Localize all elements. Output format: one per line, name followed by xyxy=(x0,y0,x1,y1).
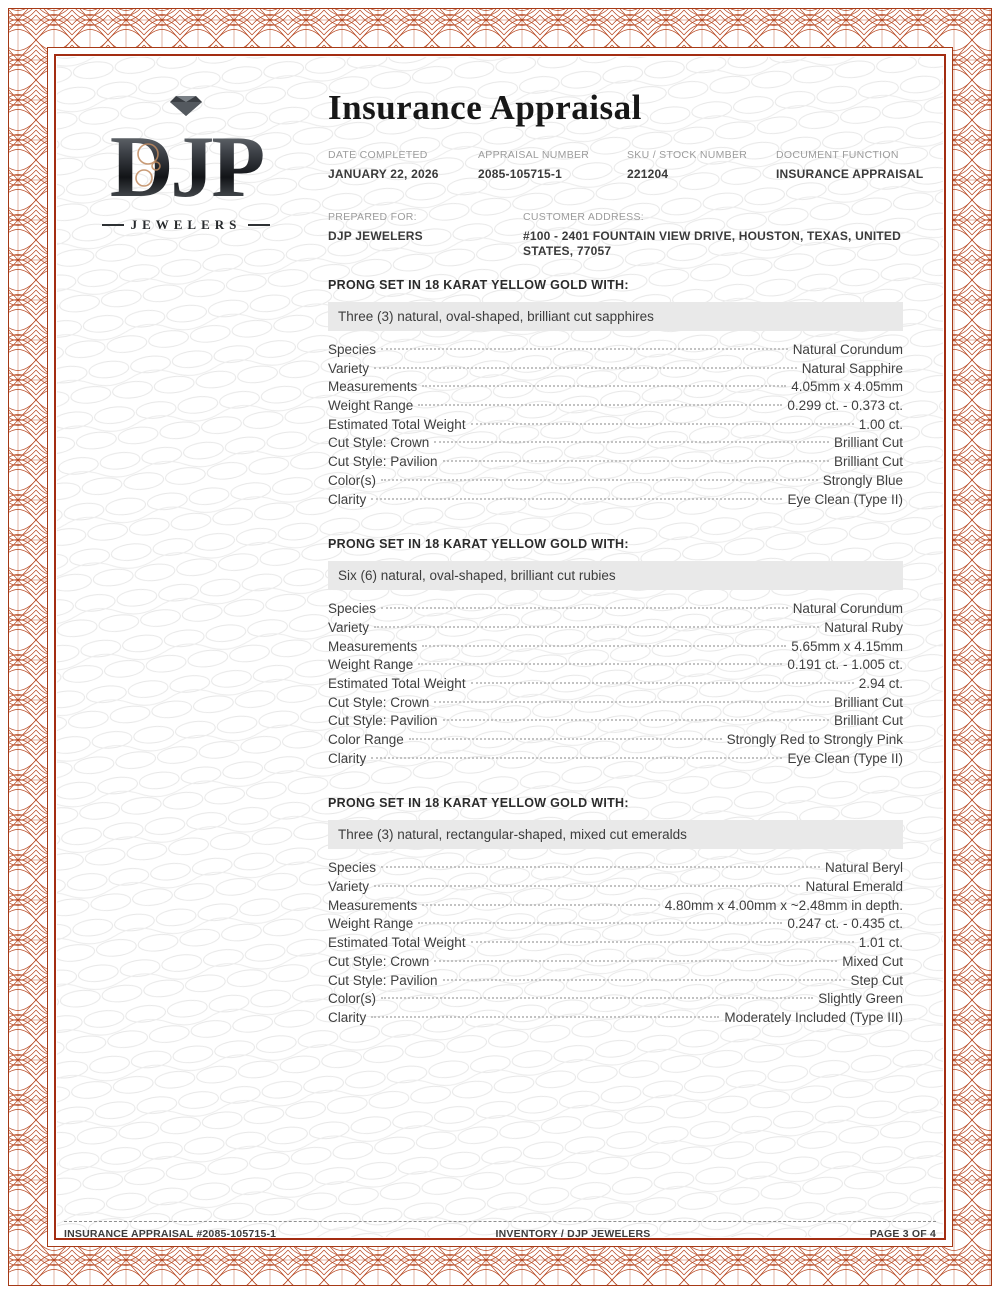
spec-label: Weight Range xyxy=(328,398,414,414)
spec-value: Brilliant Cut xyxy=(833,435,903,451)
spec-label: Clarity xyxy=(328,491,367,507)
leader-dots xyxy=(434,701,829,703)
spec-label: Weight Range xyxy=(328,916,414,932)
spec-value: 5.65mm x 4.15mm xyxy=(791,638,903,654)
leader-dots xyxy=(381,997,813,999)
leader-dots xyxy=(422,645,786,647)
gem-sections xyxy=(328,278,903,1056)
spec-row xyxy=(328,1010,903,1029)
customer-address-value: #100 - 2401 FOUNTAIN VIEW DRIVE, HOUSTON, TEXAS, UNITED STATES, 77057 xyxy=(523,229,901,258)
leader-dots xyxy=(434,960,837,962)
spec-row xyxy=(328,991,903,1010)
leader-dots xyxy=(443,719,829,721)
spec-label: Estimated Total Weight xyxy=(328,935,466,951)
customer-address-label: CUSTOMER ADDRESS: xyxy=(523,211,645,223)
spec-label: Estimated Total Weight xyxy=(328,675,466,691)
gem-description: Three (3) natural, oval-shaped, brilliant cut sapphires xyxy=(328,302,903,331)
spec-label: Clarity xyxy=(328,1009,367,1025)
spec-value: Natural Corundum xyxy=(792,342,903,357)
leader-dots xyxy=(371,757,782,759)
prepared-for-value: DJP JEWELERS xyxy=(328,229,423,243)
section-heading: PRONG SET IN 18 KARAT YELLOW GOLD WITH: xyxy=(328,796,629,811)
meta-label: APPRAISAL NUMBER xyxy=(478,149,590,161)
spec-value: Brilliant Cut xyxy=(833,454,903,470)
spec-label: Estimated Total Weight xyxy=(328,416,466,432)
leader-dots xyxy=(471,423,854,425)
spec-row xyxy=(328,751,903,770)
spec-value: Natural Emerald xyxy=(805,879,903,895)
gem-section xyxy=(328,537,903,769)
spec-label: Variety xyxy=(328,360,370,376)
spec-label: Color Range xyxy=(328,732,404,747)
spec-value: 4.80mm x 4.00mm x ~2.48mm in depth. xyxy=(664,897,903,913)
leader-dots xyxy=(418,663,782,665)
spec-row xyxy=(328,492,903,511)
spec-label: Species xyxy=(328,601,377,617)
logo-dash-left xyxy=(102,224,124,226)
spec-value: 0.191 ct. - 1.005 ct. xyxy=(787,657,903,673)
leader-dots xyxy=(374,626,819,628)
leader-dots xyxy=(418,922,782,924)
meta-value: INSURANCE APPRAISAL xyxy=(776,167,924,181)
leader-dots xyxy=(381,348,788,350)
spec-value: Strongly Red to Strongly Pink xyxy=(726,732,903,747)
leader-dots xyxy=(381,607,788,609)
spec-row xyxy=(328,657,903,676)
spec-row xyxy=(328,860,903,879)
leader-dots xyxy=(374,367,797,369)
spec-label: Clarity xyxy=(328,750,367,766)
spec-label: Cut Style: Pavilion xyxy=(328,972,438,988)
section-heading: PRONG SET IN 18 KARAT YELLOW GOLD WITH: xyxy=(328,278,629,292)
diamond-icon xyxy=(170,96,202,116)
spec-value: 2.94 ct. xyxy=(858,675,903,691)
footer-appraisal-ref: INSURANCE APPRAISAL #2085-105715-1 xyxy=(64,1228,277,1240)
spec-label: Variety xyxy=(328,879,370,895)
spec-row xyxy=(328,417,903,436)
spec-label: Weight Range xyxy=(328,657,414,673)
leader-dots xyxy=(371,1016,719,1018)
meta-label: DOCUMENT FUNCTION xyxy=(776,149,899,161)
spec-label: Species xyxy=(328,860,377,876)
spec-label: Measurements xyxy=(328,379,418,395)
spec-value: Natural Sapphire xyxy=(801,360,903,376)
meta-document-function xyxy=(776,149,936,181)
spec-value: Brilliant Cut xyxy=(833,713,903,729)
spec-value: 4.05mm x 4.05mm xyxy=(791,379,903,395)
spec-value: Natural Beryl xyxy=(824,860,903,876)
customer-address-block xyxy=(523,211,909,259)
meta-label: DATE COMPLETED xyxy=(328,149,428,161)
spec-value: 1.01 ct. xyxy=(858,935,903,951)
spec-value: 0.247 ct. - 0.435 ct. xyxy=(787,916,903,932)
svg-text:DJP: DJP xyxy=(109,119,263,210)
spec-label: Color(s) xyxy=(328,472,377,488)
spec-row xyxy=(328,954,903,973)
prepared-for-label: PREPARED FOR: xyxy=(328,211,417,223)
gem-section xyxy=(328,796,903,1028)
djp-jewelers-logo xyxy=(98,92,274,233)
gem-description: Six (6) natural, oval-shaped, brilliant cut rubies xyxy=(328,561,903,590)
spec-row xyxy=(328,379,903,398)
spec-row xyxy=(328,898,903,917)
prepared-for-block xyxy=(328,211,423,243)
leader-dots xyxy=(422,385,786,387)
spec-row xyxy=(328,620,903,639)
logo-dash-right xyxy=(248,224,270,226)
gem-section xyxy=(328,278,903,510)
leader-dots xyxy=(381,866,820,868)
spec-label: Measurements xyxy=(328,897,418,913)
meta-label: SKU / STOCK NUMBER xyxy=(627,149,748,161)
spec-row xyxy=(328,973,903,992)
meta-appraisal-number xyxy=(478,149,623,181)
gem-description: Three (3) natural, rectangular-shaped, mixed cut emeralds xyxy=(328,820,903,849)
spec-value: Step Cut xyxy=(850,972,903,988)
leader-dots xyxy=(471,941,854,943)
leader-dots xyxy=(409,738,722,740)
spec-value: Eye Clean (Type II) xyxy=(787,750,903,766)
leader-dots xyxy=(434,441,829,443)
spec-label: Color(s) xyxy=(328,991,377,1007)
meta-date-completed xyxy=(328,149,473,181)
meta-value: 2085-105715-1 xyxy=(478,167,563,181)
spec-row xyxy=(328,935,903,954)
spec-label: Species xyxy=(328,342,377,357)
spec-value: Strongly Blue xyxy=(822,472,903,488)
spec-label: Cut Style: Pavilion xyxy=(328,713,438,729)
leader-dots xyxy=(443,460,829,462)
spec-row xyxy=(328,916,903,935)
spec-row xyxy=(328,342,903,361)
spec-label: Cut Style: Pavilion xyxy=(328,454,438,470)
spec-value: 0.299 ct. - 0.373 ct. xyxy=(787,398,903,414)
spec-row xyxy=(328,713,903,732)
leader-dots xyxy=(418,404,782,406)
footer-page-number: PAGE 3 OF 4 xyxy=(869,1228,936,1240)
leader-dots xyxy=(371,498,782,500)
spec-value: 1.00 ct. xyxy=(858,416,903,432)
spec-label: Cut Style: Crown xyxy=(328,694,430,710)
footer-inventory: INVENTORY / DJP JEWELERS xyxy=(495,1228,651,1240)
spec-row xyxy=(328,601,903,620)
leader-dots xyxy=(374,885,800,887)
spec-value: Mixed Cut xyxy=(842,953,903,969)
spec-row xyxy=(328,639,903,658)
page-footer xyxy=(64,1221,936,1240)
spec-label: Cut Style: Crown xyxy=(328,953,430,969)
meta-value: JANUARY 22, 2026 xyxy=(328,167,439,181)
spec-row xyxy=(328,398,903,417)
logo-jewelers-text: JEWELERS xyxy=(130,217,242,232)
spec-row xyxy=(328,473,903,492)
spec-value: Eye Clean (Type II) xyxy=(787,491,903,507)
spec-row xyxy=(328,361,903,380)
spec-label: Measurements xyxy=(328,638,418,654)
spec-row xyxy=(328,676,903,695)
page-title: Insurance Appraisal xyxy=(328,88,642,127)
spec-label: Variety xyxy=(328,619,370,635)
leader-dots xyxy=(443,979,846,981)
meta-sku-stock-number xyxy=(627,149,772,181)
spec-row xyxy=(328,732,903,751)
section-heading: PRONG SET IN 18 KARAT YELLOW GOLD WITH: xyxy=(328,537,629,552)
spec-value: Natural Corundum xyxy=(792,601,903,617)
spec-row xyxy=(328,454,903,473)
spec-value: Natural Ruby xyxy=(824,619,903,635)
spec-value: Moderately Included (Type III) xyxy=(724,1009,903,1025)
logo-wordmark xyxy=(98,217,274,233)
leader-dots xyxy=(471,682,854,684)
spec-label: Cut Style: Crown xyxy=(328,435,430,451)
spec-row xyxy=(328,879,903,898)
spec-value: Slightly Green xyxy=(818,991,903,1007)
spec-row xyxy=(328,435,903,454)
logo-monogram xyxy=(98,92,274,210)
spec-row xyxy=(328,695,903,714)
meta-value: 221204 xyxy=(627,167,669,181)
leader-dots xyxy=(381,479,818,481)
spec-value: Brilliant Cut xyxy=(833,694,903,710)
leader-dots xyxy=(422,904,659,906)
